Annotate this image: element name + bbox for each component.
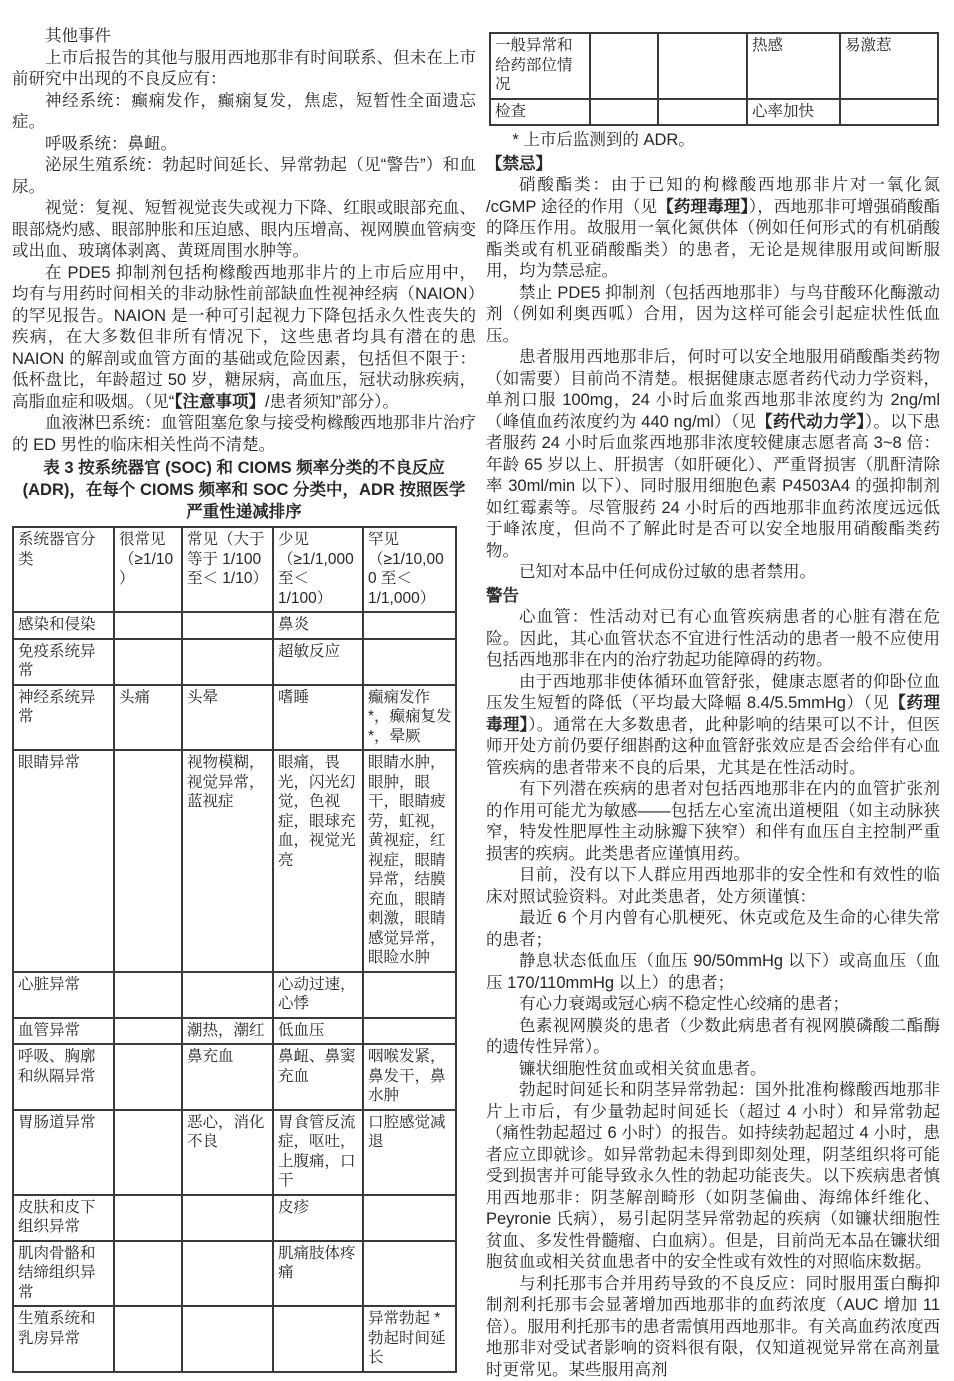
table-cell: 嗜睡 [273,685,363,751]
table-row [13,1306,456,1372]
paragraph-vasodilation: 由于西地那非使体循环血管舒张，健康志愿者的仰卧位血压发生短暂的降低（平均最大降幅 8.4/5.5mmHg）（见【药理毒理】）。通常在大多数患者，此种影响的结果可以不计，但医师开处方前仍要仔细斟酌这种血管舒张效应是否会给伴有心血管疾病的患者带来不良的后果，尤其是在性活动时。 [486,672,940,780]
table-row [13,639,456,685]
section-heading-warnings: 警告 [486,586,940,608]
paragraph-mi-6-months: 最近 6 个月内曾有心肌梗死、休克或危及生命的心律失常的患者； [486,908,940,951]
table-row [13,1110,456,1195]
table-row [13,972,456,1018]
table-cell: 皮肤和皮下组织异常 [13,1195,114,1241]
table-row [490,33,938,99]
table-cell: 神经系统异常 [13,685,114,751]
table-cell: 鼻炎 [273,612,363,639]
table-cell: 鼻衄、鼻窦充血 [273,1044,363,1110]
table-cell [840,99,938,126]
table-cell: 血管异常 [13,1018,114,1045]
table-cell: 肌痛肢体疼痛 [273,1241,363,1307]
table-cell [182,1195,273,1241]
table-cell: 胃食管反流症，呕吐，上腹痛，口干 [273,1110,363,1195]
table-cell: 咽喉发紧，鼻发干，鼻水肿 [363,1044,456,1110]
table-cell [273,1306,363,1372]
table-cell: 心率加快 [747,99,840,126]
table-cell: 恶心，消化不良 [182,1110,273,1195]
table-3-title: 表 3 按系统器官 (SOC) 和 CIOMS 频率分类的不良反应 (ADR)，在每个 CIOMS 频率和 SOC 分类中，ADR 按照医学严重性递减排序 [12,457,476,523]
right-column [486,26,940,1381]
table-cell [182,1241,273,1307]
table-cell [658,33,747,99]
table-header-cell: 罕见（≥1/10,000 至＜ 1/1,000） [363,527,456,612]
paragraph-nitrates: 硝酸酯类：由于已知的枸橼酸西地那非片对一氧化氮 /cGMP 途径的作用（见【药理毒理】），西地那非可增强硝酸酯的降压作用。故服用一氧化氮供体（例如任何形式的有机硝酸酯类或有机亚硝酸酯类）的患者，无论是规律服用或间断服用，均为禁忌症。 [486,175,940,283]
table-cell: 低血压 [273,1018,363,1045]
table-cell: 心动过速，心悸 [273,972,363,1018]
paragraph-urogenital-system: 泌尿生殖系统：勃起时间延长、异常勃起（见“警告”）和血尿。 [12,155,476,198]
paragraph-heart-failure: 有心力衰竭或冠心病不稳定性心绞痛的患者； [486,994,940,1016]
table-row [13,1195,456,1241]
paragraph-pde5-riociguat: 禁止 PDE5 抑制剂（包括西地那非）与鸟苷酸环化酶激动剂（例如利奥西呱）合用，因为这样可能会引起症状性低血压。 [486,283,940,348]
table-cell [590,99,658,126]
table-row [13,1018,456,1045]
table-cell: 癫痫发作 *，癫痫复发 *，晕厥 [363,685,456,751]
paragraph-nitrate-timing: 患者服用西地那非后，何时可以安全地服用硝酸酯类药物（如需要）目前尚不清楚。根据健康志愿者药代动力学资料，单剂口服 100mg，24 小时后血浆西地那非浓度约为 2ng/ml（峰值血药浓度约为 440 ng/ml）（见【药代动力学】）。以下患者服药 24 小时后血浆西地那非浓度较健康志愿者高 3~8 倍：年龄 65 岁以上、肝损害（如肝硬化）、严重肾损害（肌酐清除率 30ml/min 以下）、同时服用细胞色素 P4503A4 的强抑制剂如红霉素等。尽管服药 24 小时后的西地那非血药浓度远远低于峰浓度，但尚不了解此时是否可以安全地服用硝酸酯类药物。 [486,347,940,562]
table-cell: 眼睛水肿，眼肿，眼干，眼睛疲劳，虹视，黄视症，红视症，眼睛异常，结膜充血，眼睛刺激，眼睛感觉异常，眼睑水肿 [363,750,456,972]
paragraph-hemolymphatic: 血液淋巴系统：血管阻塞危象与接受枸橼酸西地那非片治疗的 ED 男性的临床相关性尚不清楚。 [12,413,476,456]
table-cell: 一般异常和给药部位情况 [490,33,590,99]
table-cell [114,1306,182,1372]
paragraph-vision: 视觉：复视、短暂视觉丧失或视力下降、红眼或眼部充血、眼部烧灼感、眼部肿胀和压迫感、眼内压增高、视网膜血管病变或出血、玻璃体剥离、黄斑周围水肿等。 [12,198,476,263]
table-row [13,1044,456,1110]
adr-table-continuation [489,32,939,126]
table-cell: 头晕 [182,685,273,751]
paragraph-postmarketing-intro: 上市后报告的其他与服用西地那非有时间联系、但未在上市前研究中出现的不良反应有： [12,48,476,91]
table-cell: 免疫系统异常 [13,639,114,685]
table-cell: 生殖系统和乳房异常 [13,1306,114,1372]
table-cell: 易激惹 [840,33,938,99]
table-cell [114,1044,182,1110]
adr-footnote: * 上市后监测到的 ADR。 [486,130,940,152]
table-cell: 热感 [747,33,840,99]
paragraph-retinitis-pigmentosa: 色素视网膜炎的患者（少数此病患者有视网膜磷酸二酯酶的遗传性异常）。 [486,1016,940,1059]
table-cell [363,639,456,685]
table-cell: 检查 [490,99,590,126]
table-cell: 呼吸、胸廓和纵隔异常 [13,1044,114,1110]
table-cell [658,99,747,126]
table-cell [182,612,273,639]
paragraph-nervous-system: 神经系统：癫痫发作，癫痫复发，焦虑，短暂性全面遗忘症。 [12,91,476,134]
table-header-cell: 常见（大于等于 1/100 至＜ 1/10） [182,527,273,612]
section-heading-contraindications: 【禁忌】 [486,154,940,176]
table-cell: 异常勃起 * 勃起时间延长 [363,1306,456,1372]
table-header-cell: 系统器官分类 [13,527,114,612]
table-cell: 感染和侵染 [13,612,114,639]
table-header-row [13,527,456,612]
table-header-cell: 很常见（≥1/10） [114,527,182,612]
paragraph-other-events-heading: 其他事件 [12,26,476,48]
paragraph-respiratory-system: 呼吸系统：鼻衄。 [12,134,476,156]
table-cell [363,1241,456,1307]
table-cell: 胃肠道异常 [13,1110,114,1195]
table-row [490,99,938,126]
adr-table [12,526,457,1373]
table-cell: 超敏反应 [273,639,363,685]
table-cell: 头痛 [114,685,182,751]
table-row [13,1241,456,1307]
paragraph-cardiovascular: 心血管：性活动对已有心血管疾病患者的心脏有潜在危险。因此，其心血管状态不宜进行性活动的患者一般不应使用包括西地那非在内的治疗勃起功能障碍的药物。 [486,607,940,672]
table-cell [363,1018,456,1045]
table-row [13,750,456,972]
table-cell: 眼睛异常 [13,750,114,972]
table-cell: 视物模糊，视觉异常，蓝视症 [182,750,273,972]
table-cell [182,972,273,1018]
table-row [13,612,456,639]
table-cell: 心脏异常 [13,972,114,1018]
table-cell [114,1018,182,1045]
table-header-cell: 少见（≥1/1,000 至＜ 1/100） [273,527,363,612]
table-cell [114,612,182,639]
table-cell [363,612,456,639]
paragraph-no-trial-data: 目前，没有以下人群应用西地那非的安全性和有效性的临床对照试验资料。对此类患者，处方须谨慎： [486,865,940,908]
table-cell [114,972,182,1018]
table-cell: 肌肉骨骼和结缔组织异常 [13,1241,114,1307]
paragraph-sensitive-patients: 有下列潜在疾病的患者对包括西地那非在内的血管扩张剂的作用可能尤为敏感——包括左心室流出道梗阻（如主动脉狭窄，特发性肥厚性主动脉瓣下狭窄）和伴有血压自主控制严重损害的疾病。此类患者应谨慎用药。 [486,779,940,865]
table-cell [363,972,456,1018]
table-cell [182,639,273,685]
table-cell [182,1306,273,1372]
table-cell [114,639,182,685]
table-cell: 眼痛，畏光，闪光幻觉，色视症，眼球充血，视觉光亮 [273,750,363,972]
paragraph-hypersensitivity: 已知对本品中任何成份过敏的患者禁用。 [486,562,940,584]
table-cell [114,1241,182,1307]
table-cell [114,750,182,972]
table-cell [114,1195,182,1241]
table-cell: 口腔感觉减退 [363,1110,456,1195]
table-cell: 潮热，潮红 [182,1018,273,1045]
left-column [12,26,476,1381]
paragraph-naion: 在 PDE5 抑制剂包括枸橼酸西地那非片的上市后应用中，均有与用药时间相关的非动脉性前部缺血性视神经病（NAION）的罕见报告。NAION 是一种可引起视力下降包括永久性丧失的疾病，在大多数但非所有情况下，这些患者均具有潜在的患 NAION 的解剖或血管方面的基础或危险因素，包括但不限于：低杯盘比，年龄超过 50 岁，糖尿病，高血压，冠状动脉疾病，高脂血症和吸烟。（见“【注意事项】/患者须知”部分）。 [12,263,476,414]
paragraph-ritonavir: 与利托那韦合并用药导致的不良反应：同时服用蛋白酶抑制剂利托那韦会显著增加西地那非的血药浓度（AUC 增加 11 倍）。服用利托那韦的患者需慎用西地那非。有关高血药浓度西地那非对受试者影响的资料很有限，仅知道视觉异常在高剂量时更常见。某些服用高剂 [486,1274,940,1381]
paragraph-priapism: 勃起时间延长和阴茎异常勃起：国外批准枸橼酸西地那非片上市后，有少量勃起时间延长（超过 4 小时）和异常勃起（痛性勃起超过 6 小时）的报告。如持续勃起超过 4 小时，患者应立即就诊。如异常勃起未得到即刻处理，阴茎组织将可能受到损害并可能导致永久性的勃起功能丧失。以下疾病患者慎用西地那非：阴茎解剖畸形（如阴茎偏曲、海绵体纤维化、Peyronie 氏病），易引起阴茎异常勃起的疾病（如镰状细胞性贫血、多发性骨髓瘤、白血病）。但是，目前尚无本品在镰状细胞贫血或相关贫血患者中的安全性或有效性的对照临床数据。 [486,1080,940,1274]
table-cell: 鼻充血 [182,1044,273,1110]
paragraph-blood-pressure: 静息状态低血压（血压 90/50mmHg 以下）或高血压（血压 170/110mmHg 以上）的患者； [486,951,940,994]
table-cell [114,1110,182,1195]
table-row [13,685,456,751]
table-cell [590,33,658,99]
table-cell [363,1195,456,1241]
table-cell: 皮疹 [273,1195,363,1241]
paragraph-sickle-cell: 镰状细胞性贫血或相关贫血患者。 [486,1059,940,1081]
